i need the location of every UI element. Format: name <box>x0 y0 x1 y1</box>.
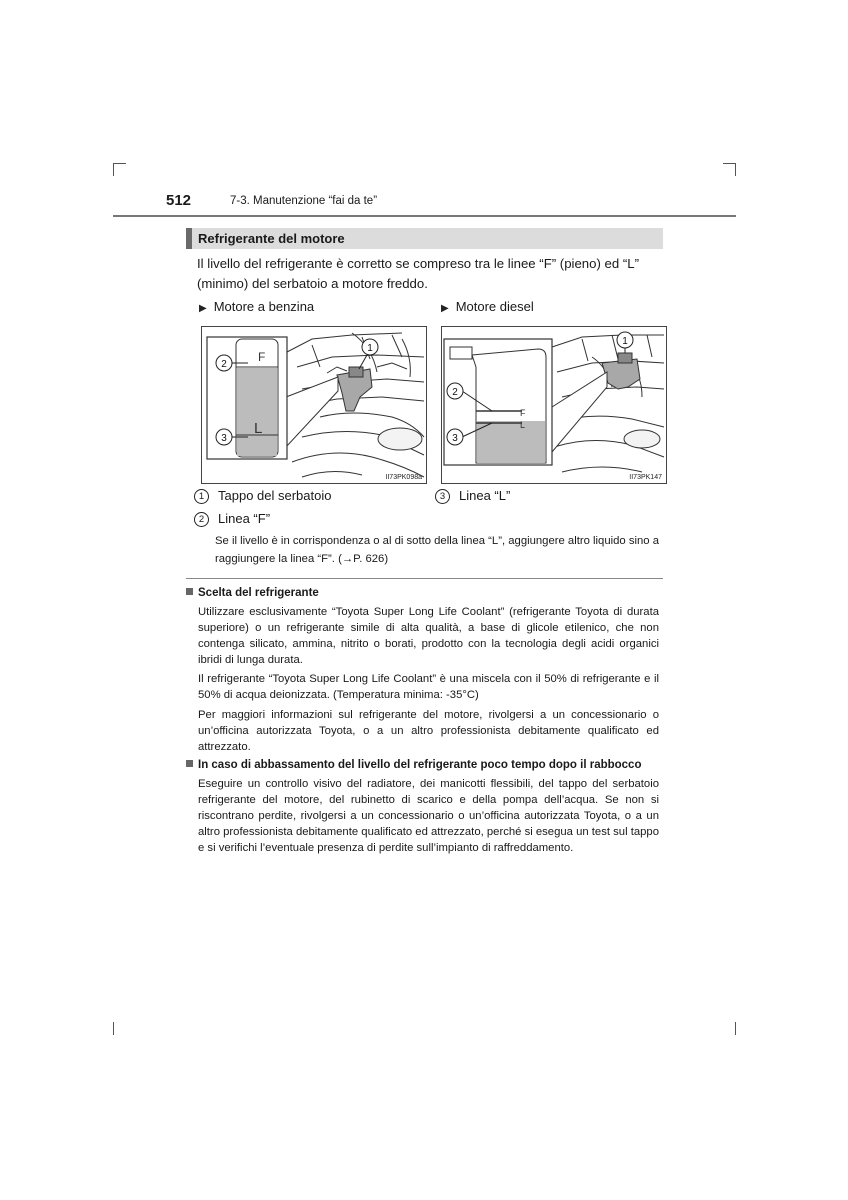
callout-number: 1 <box>194 489 209 504</box>
diesel-engine-drawing <box>442 327 666 483</box>
callout-number: 2 <box>194 512 209 527</box>
crop-mark-bottom-right <box>735 1022 736 1035</box>
legend-item-line-l: 3 Linea “L” <box>435 488 510 504</box>
svg-text:L: L <box>254 420 263 437</box>
callout-number: 3 <box>435 489 450 504</box>
svg-text:2: 2 <box>221 359 227 370</box>
section-intro: Il livello del refrigerante è corretto se compreso tra le linee “F” (pieno) ed “L” (minimo) del serbatoio a motore freddo. <box>197 256 639 291</box>
svg-text:1: 1 <box>367 343 373 354</box>
refill-note: Se il livello è in corrispondenza o al di sotto della linea “L”, aggiungere altro liquido sino a raggiungere la linea “F”. (→P. 626) <box>215 535 659 565</box>
crop-mark-bottom-left <box>113 1022 114 1035</box>
chapter-title: 7-3. Manutenzione “fai da te” <box>230 195 378 207</box>
triangle-bullet-icon: ▶ <box>441 303 449 314</box>
svg-text:L: L <box>520 420 526 430</box>
subsection-heading: In caso di abbassamento del livello del refrigerante poco tempo dopo il rabbocco <box>186 759 641 771</box>
paragraph: Eseguire un controllo visivo del radiatore, dei manicotti flessibili, del tappo del serbatoio refrigerante del motore, del rubinetto di scarico e della pompa dell’acqua. Se non si riscontrano perdite, rivolgersi a un concessionario o un’officina autorizzata Toyota, o a un altro professionista debitamente qualificato ed attrezzato, perché si esegua un test sul tappo e si verifichi l’eventuale presenza di perdite sull’impianto di raffreddamento. <box>198 778 659 854</box>
petrol-engine-illustration <box>201 326 427 484</box>
crop-mark-top-right <box>735 163 736 176</box>
svg-text:3: 3 <box>452 433 458 444</box>
svg-text:F: F <box>520 408 526 418</box>
square-bullet-icon <box>186 588 193 595</box>
crop-mark-top-left <box>113 163 114 176</box>
subsection-heading: Scelta del refrigerante <box>186 587 319 599</box>
paragraph: Utilizzare esclusivamente “Toyota Super Long Life Coolant” (refrigerante Toyota di durata superiore) o un refrigerante simile di alta qualità, a base di glicole etilenico, che non contenga silicato, ammina, nitrito o borati, prodotto con la tecnologia degli acidi organici ibridi di lunga durata. <box>198 606 659 666</box>
section-tab-marker <box>186 228 192 249</box>
paragraph: Per maggiori informazioni sul refrigerante del motore, rivolgersi a un concessionario o un’officina autorizzata Toyota, o a un altro professionista debitamente qualificato ed attrezzato. <box>198 709 659 753</box>
legend-item-cap: 1 Tappo del serbatoio <box>194 488 331 504</box>
diesel-engine-label: ▶ Motore diesel <box>441 299 534 314</box>
paragraph: Il refrigerante “Toyota Super Long Life Coolant” è una miscela con il 50% di refrigerante e il 50% di acqua deionizzata. (Temperatura minima: -35°C) <box>198 673 659 701</box>
svg-text:F: F <box>258 350 266 364</box>
svg-text:3: 3 <box>221 433 227 444</box>
header-divider <box>113 215 736 217</box>
square-bullet-icon <box>186 760 193 767</box>
svg-text:1: 1 <box>622 336 628 347</box>
legend-item-line-f: 2 Linea “F” <box>194 511 270 527</box>
petrol-engine-drawing <box>202 327 426 483</box>
section-separator <box>186 578 663 579</box>
triangle-bullet-icon: ▶ <box>199 303 207 314</box>
petrol-engine-label: ▶ Motore a benzina <box>199 299 315 314</box>
figure-code: II73PK147 <box>629 474 662 481</box>
crop-mark-top-left <box>113 163 126 164</box>
section-title-bar <box>186 228 663 249</box>
page-number: 512 <box>166 192 192 209</box>
figure-code: II73PK098a <box>385 474 422 481</box>
svg-text:2: 2 <box>452 387 458 398</box>
diesel-engine-illustration <box>441 326 667 484</box>
section-title: Refrigerante del motore <box>198 231 345 246</box>
